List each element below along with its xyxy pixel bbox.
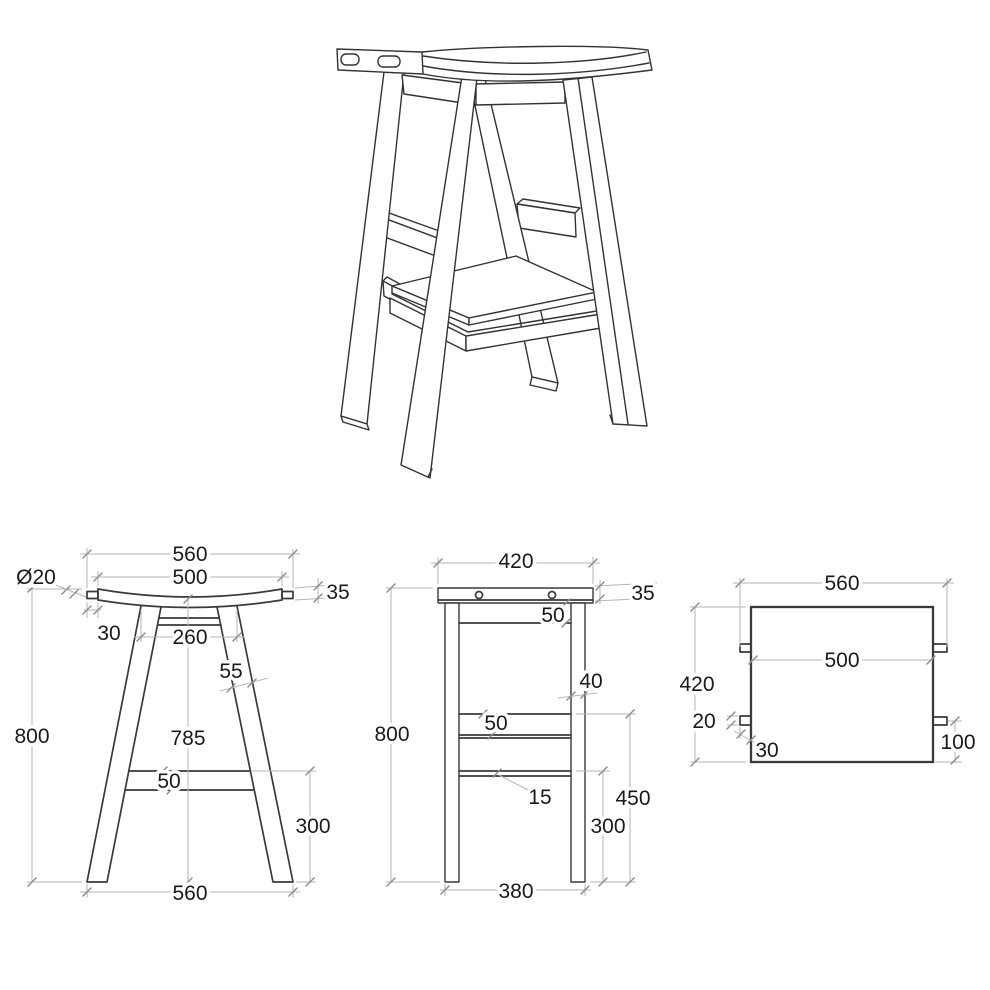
dim-top-overall-width: 560 [824,572,860,595]
dim-side-seat-depth: 420 [498,550,534,573]
front-apron-lines [158,618,221,625]
perspective-view [337,46,652,478]
back-left-leg [341,72,404,424]
top-dowel-lower-right [933,717,947,725]
side-stretcher-lines [459,714,571,738]
dim-top-seat-depth: 420 [679,673,715,696]
front-right-dowel [282,592,293,599]
dim-side-apron-height: 50 [541,604,565,627]
dim-side-seat-thickness: 35 [631,582,655,605]
front-stretcher-lines [125,771,253,790]
dim-front-dowel-diameter: Ø20 [16,566,56,589]
dim-side-stretcher-width: 50 [484,712,508,735]
dim-front-dowel-length: 30 [97,622,121,645]
side-back-leg [571,603,585,882]
dim-front-seat-low-height: 785 [170,727,206,750]
side-view [374,550,657,903]
front-view-dimensions [27,548,344,898]
top-dowel-upper-right [933,644,947,652]
dim-front-stretcher-height: 300 [295,815,331,838]
top-dowel-lower-left [740,716,751,725]
front-view [14,543,349,905]
front-left-dowel [87,592,98,599]
dim-front-overall-width-bottom: 560 [172,882,208,905]
dim-front-overall-height: 800 [14,725,50,748]
front-right-leg [563,77,647,426]
front-apron [476,82,565,105]
dim-top-seat-body-width: 500 [824,649,860,672]
dim-side-shelf-height: 300 [590,815,626,838]
top-dowel-upper-left [740,644,751,652]
dim-front-seat-flat-width: 500 [172,566,208,589]
dim-front-leg-width: 55 [219,660,243,683]
dim-top-dowel-length: 30 [755,739,779,762]
side-shelf-lines [459,771,571,776]
dim-side-stretcher-height: 450 [615,787,651,810]
dim-front-stretcher-width: 50 [157,770,181,793]
dim-top-dowel-inset: 100 [940,731,976,754]
front-seat [98,589,282,608]
dim-front-overall-width-top: 560 [172,543,208,566]
dim-front-leg-stance-top: 260 [172,626,208,649]
side-view-dimensions [386,557,657,896]
top-view [679,572,975,766]
dim-front-seat-thickness: 35 [326,581,350,604]
dim-side-overall-height: 800 [374,723,410,746]
side-view-geometry [438,588,593,882]
dim-top-dowel-diameter: 20 [692,710,716,733]
dim-side-leg-depth: 40 [579,670,603,693]
dim-side-shelf-thickness: 15 [528,786,552,809]
dim-side-foot-span: 380 [498,880,534,903]
side-front-leg [445,603,459,882]
